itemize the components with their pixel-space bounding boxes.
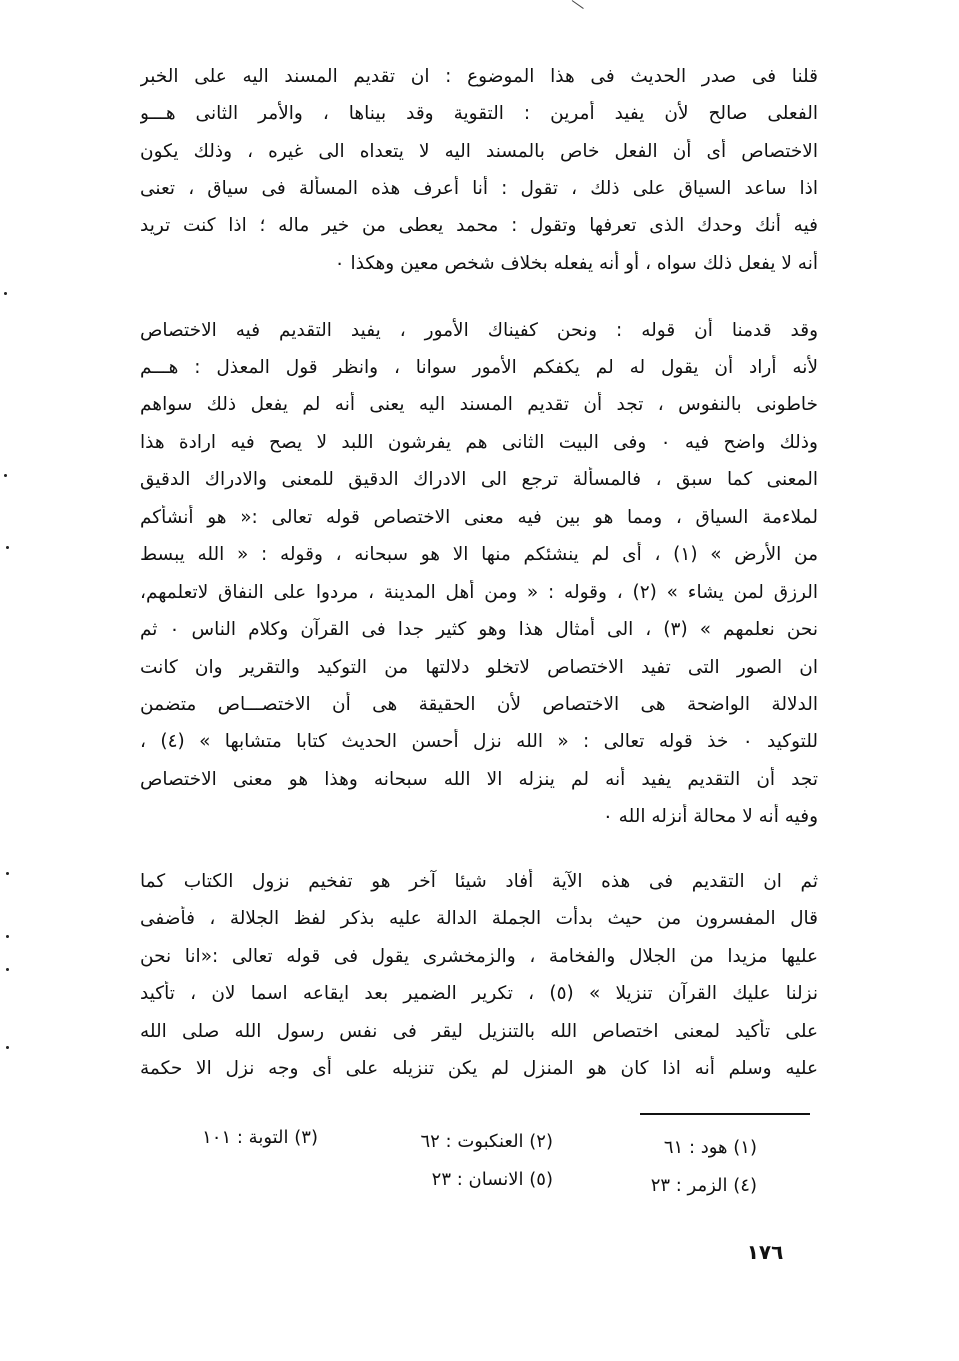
text-line: وفيه أنه لا محالة أنزله الله ٠ xyxy=(602,806,818,827)
text-line: نحن نعلمهم » (٣) ، الى أمثال هذا وهو كثير جدا فى القرآن وكلام الناس ٠ ثم xyxy=(140,619,818,640)
footnote-1: (١) هود : ٦١ xyxy=(663,1137,757,1158)
text-line: خاطونى بالنفوس ، تجد أن تقديم المسند اليه يعنى أنه لم يفعل ذلك سواهم xyxy=(140,394,818,415)
text-line: فيه أنك وحدك الذى تعرفها وتقول : محمد يعطى من خير ماله ؛ اذا كنت تريد xyxy=(140,215,818,236)
scan-speck xyxy=(6,935,9,938)
scan-speck xyxy=(6,546,9,549)
text-line: وقد قدمنا أن قوله : ونحن كفيناك الأمور ، يفيد التقديم فيه الاختصاص xyxy=(140,320,818,341)
text-line: الاختصاص أى أن الفعل خاص بالمسند اليه لا يتعداه الى غيره ، وذلك يكون xyxy=(140,141,818,162)
scan-speck xyxy=(4,292,7,295)
scan-mark xyxy=(572,0,584,9)
scan-speck xyxy=(4,474,7,477)
text-line: الدلالة الواضحة هى الاختصاص لأن الحقيقة هى أن الاختصـــاص متضمن xyxy=(140,694,818,715)
text-line: عليها مزيدا من الجلال والفخامة ، والزمخشرى يقول فى قوله تعالى :«انا نحن xyxy=(140,946,818,967)
scan-speck xyxy=(6,872,9,875)
scan-speck xyxy=(6,1046,9,1049)
text-line: تجد أن التقديم يفيد أنه لم ينزله الا الله سبحانه وهذا هو معنى الاختصاص xyxy=(140,769,818,790)
page-number: ١٧٦ xyxy=(746,1240,784,1264)
text-line-quran-2: من الأرض » (١) ، أى لم ينشئكم منها الا هو سبحانه ، وقوله : « الله يبسط xyxy=(140,544,818,565)
text-line: المعنى كما سبق ، فالمسألة ترجع الى الادراك الدقيق للمعنى والادراك الدقيق xyxy=(140,469,818,490)
text-line: على تأكيد لمعنى اختصاص الله بالتنزيل ليقر فى نفس رسول الله صلى الله xyxy=(140,1021,818,1042)
text-line-quran-1: لملاءمة السياق ، ومما هو بين فيه معنى الاختصاص قوله تعالى :« هو أنشأكم xyxy=(140,507,818,528)
footnote-2: (٢) العنكبوت : ٦٢ xyxy=(420,1131,553,1152)
text-line: أنه لا يفعل ذلك سواه ، أو أنه يفعله بخلاف شخص معين وهكذا ٠ xyxy=(334,253,818,274)
footnote-5: (٥) الانسان : ٢٣ xyxy=(431,1169,553,1190)
text-line-quran-4: للتوكيد ٠ خذ قوله تعالى : « الله نزل أحسن الحديث كتابا متشابها » (٤) ، xyxy=(140,731,818,752)
scan-speck xyxy=(6,968,9,971)
text-line: ان الصور التى تفيد الاختصاص لاتخلو دلالتها من التوكيد والتقرير وان كانت xyxy=(140,657,818,678)
text-line: عليه وسلم أنه اذا كان هو المنزل لم يكن تنزيله على أى وجه نزل الا حكمة xyxy=(140,1058,818,1079)
text-line: الفعلى صالح لأن يفيد أمرين : التقوية وقد بيناها ، والأمر الثانى هـــو xyxy=(140,103,818,124)
text-line: اذا ساعد السياق على ذلك ، تقول : أنا أعرف هذه المسألة فى سياق ، تعنى xyxy=(140,178,818,199)
text-line-quran-3: الرزق لمن يشاء » (٢) ، وقوله : « ومن أهل المدينة ، مردوا على النفاق لاتعلمهم، xyxy=(140,582,818,603)
text-line-quran-5: نزلنا عليك القرآن تنزيلا » (٥) ، تكرير الضمير بعد ايقاعه اسما لان ، تأكيد xyxy=(140,983,818,1004)
text-line: لأنه أراد أن يقول له لم يكفكم الأمور سوانا ، وانظر قول المعذل : هـــم xyxy=(140,357,818,378)
text-line: قلنا فى صدر الحديث فى هذا الموضوع : ان تقديم المسند اليه على الخبر xyxy=(140,66,818,87)
text-line: ثم ان التقديم فى هذه الآية أفاد شيئا آخر هو تفخيم نزول الكتاب كما xyxy=(140,871,818,892)
footnote-separator xyxy=(640,1113,810,1115)
footnote-4: (٤) الزمر : ٢٣ xyxy=(650,1175,757,1196)
text-line: وذلك واضح فيه ٠ وفى البيت الثانى هم يفرشون اللبد لا يصح فيه ارادة هذا xyxy=(140,432,818,453)
footnote-3: (٣) التوبة : ١٠١ xyxy=(202,1127,318,1148)
text-line: قال المفسرون من حيث بدأت الجملة الدالة عليه بذكر لفظ الجلالة ، فأضفى xyxy=(140,908,818,929)
